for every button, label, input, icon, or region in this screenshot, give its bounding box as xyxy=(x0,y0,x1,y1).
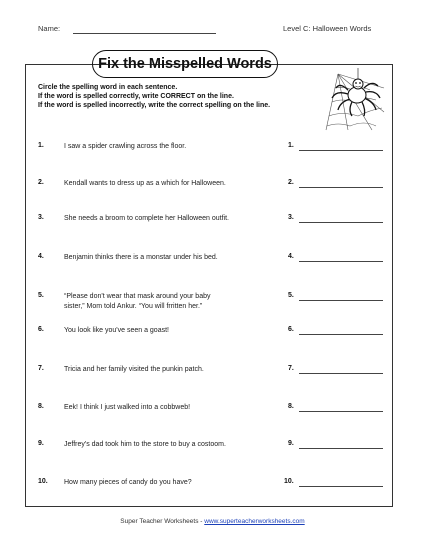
question-line: Jeffrey's dad took him to the store to buy a costoom. xyxy=(64,441,226,448)
question-text xyxy=(64,214,282,224)
answer-number: 3. xyxy=(288,214,294,221)
answer-line[interactable] xyxy=(299,486,383,487)
question-number: 9. xyxy=(38,440,44,447)
question-text xyxy=(64,253,282,263)
question-text xyxy=(64,403,282,413)
question-number: 2. xyxy=(38,179,44,186)
answer-line[interactable] xyxy=(299,448,383,449)
answer-line[interactable] xyxy=(299,187,383,188)
question-line: Kendall wants to dress up as a which for Halloween. xyxy=(64,180,226,187)
title-box xyxy=(92,50,278,78)
question-line: “Please don't wear that mask around your baby xyxy=(64,293,211,300)
answer-number: 2. xyxy=(288,179,294,186)
question-text xyxy=(64,142,282,152)
question-number: 3. xyxy=(38,214,44,221)
question-text xyxy=(64,179,282,189)
answer-line[interactable] xyxy=(299,150,383,151)
page-title: Fix the Misspelled Words xyxy=(98,56,272,72)
question-line: She needs a broom to complete her Halloween outfit. xyxy=(64,215,229,222)
answer-number: 8. xyxy=(288,403,294,410)
question-line: I saw a spider crawling across the floor. xyxy=(64,143,187,150)
question-line: Eek! I think I just walked into a cobbweb! xyxy=(64,404,191,411)
level-label: Level C: Halloween Words xyxy=(283,24,372,33)
answer-line[interactable] xyxy=(299,300,383,301)
question-number: 1. xyxy=(38,142,44,149)
footer-text: Super Teacher Worksheets - xyxy=(120,518,205,525)
answer-line[interactable] xyxy=(299,411,383,412)
question-text xyxy=(64,326,282,336)
name-label: Name: xyxy=(38,24,61,33)
instruction-line: If the word is spelled incorrectly, write the correct spelling on the line. xyxy=(38,102,271,109)
spider-on-web-icon xyxy=(318,68,386,134)
answer-number: 4. xyxy=(288,253,294,260)
answer-number: 5. xyxy=(288,292,294,299)
question-number: 4. xyxy=(38,253,44,260)
question-line: sister,” Mom told Ankur. “You will frritten her.” xyxy=(64,302,203,310)
answer-number: 9. xyxy=(288,440,294,447)
instruction-line: Circle the spelling word in each sentence. xyxy=(38,84,178,91)
question-text xyxy=(64,292,282,311)
question-number: 8. xyxy=(38,403,44,410)
question-line: How many pieces of candy do you have? xyxy=(64,479,192,486)
name-line[interactable] xyxy=(73,33,216,34)
question-number: 6. xyxy=(38,326,44,333)
answer-line[interactable] xyxy=(299,373,383,374)
answer-number: 6. xyxy=(288,326,294,333)
answer-line[interactable] xyxy=(299,334,383,335)
question-text xyxy=(64,440,282,450)
instruction-line: If the word is spelled correctly, write CORRECT on the line. xyxy=(38,93,234,100)
answer-number: 10. xyxy=(284,478,294,485)
question-text xyxy=(64,365,282,375)
answer-line[interactable] xyxy=(299,261,383,262)
question-text xyxy=(64,478,282,488)
footer-link[interactable]: www.superteacherworksheets.com xyxy=(204,518,305,525)
instructions xyxy=(38,83,270,110)
answer-number: 7. xyxy=(288,365,294,372)
answer-line[interactable] xyxy=(299,222,383,223)
question-line: Tricia and her family visited the punkin patch. xyxy=(64,366,204,373)
question-number: 5. xyxy=(38,292,44,299)
question-number: 10. xyxy=(38,478,48,485)
question-line: You look like you've seen a goast! xyxy=(64,327,169,334)
footer xyxy=(0,518,425,525)
question-line: Benjamin thinks there is a monstar under his bed. xyxy=(64,254,218,261)
answer-number: 1. xyxy=(288,142,294,149)
question-number: 7. xyxy=(38,365,44,372)
